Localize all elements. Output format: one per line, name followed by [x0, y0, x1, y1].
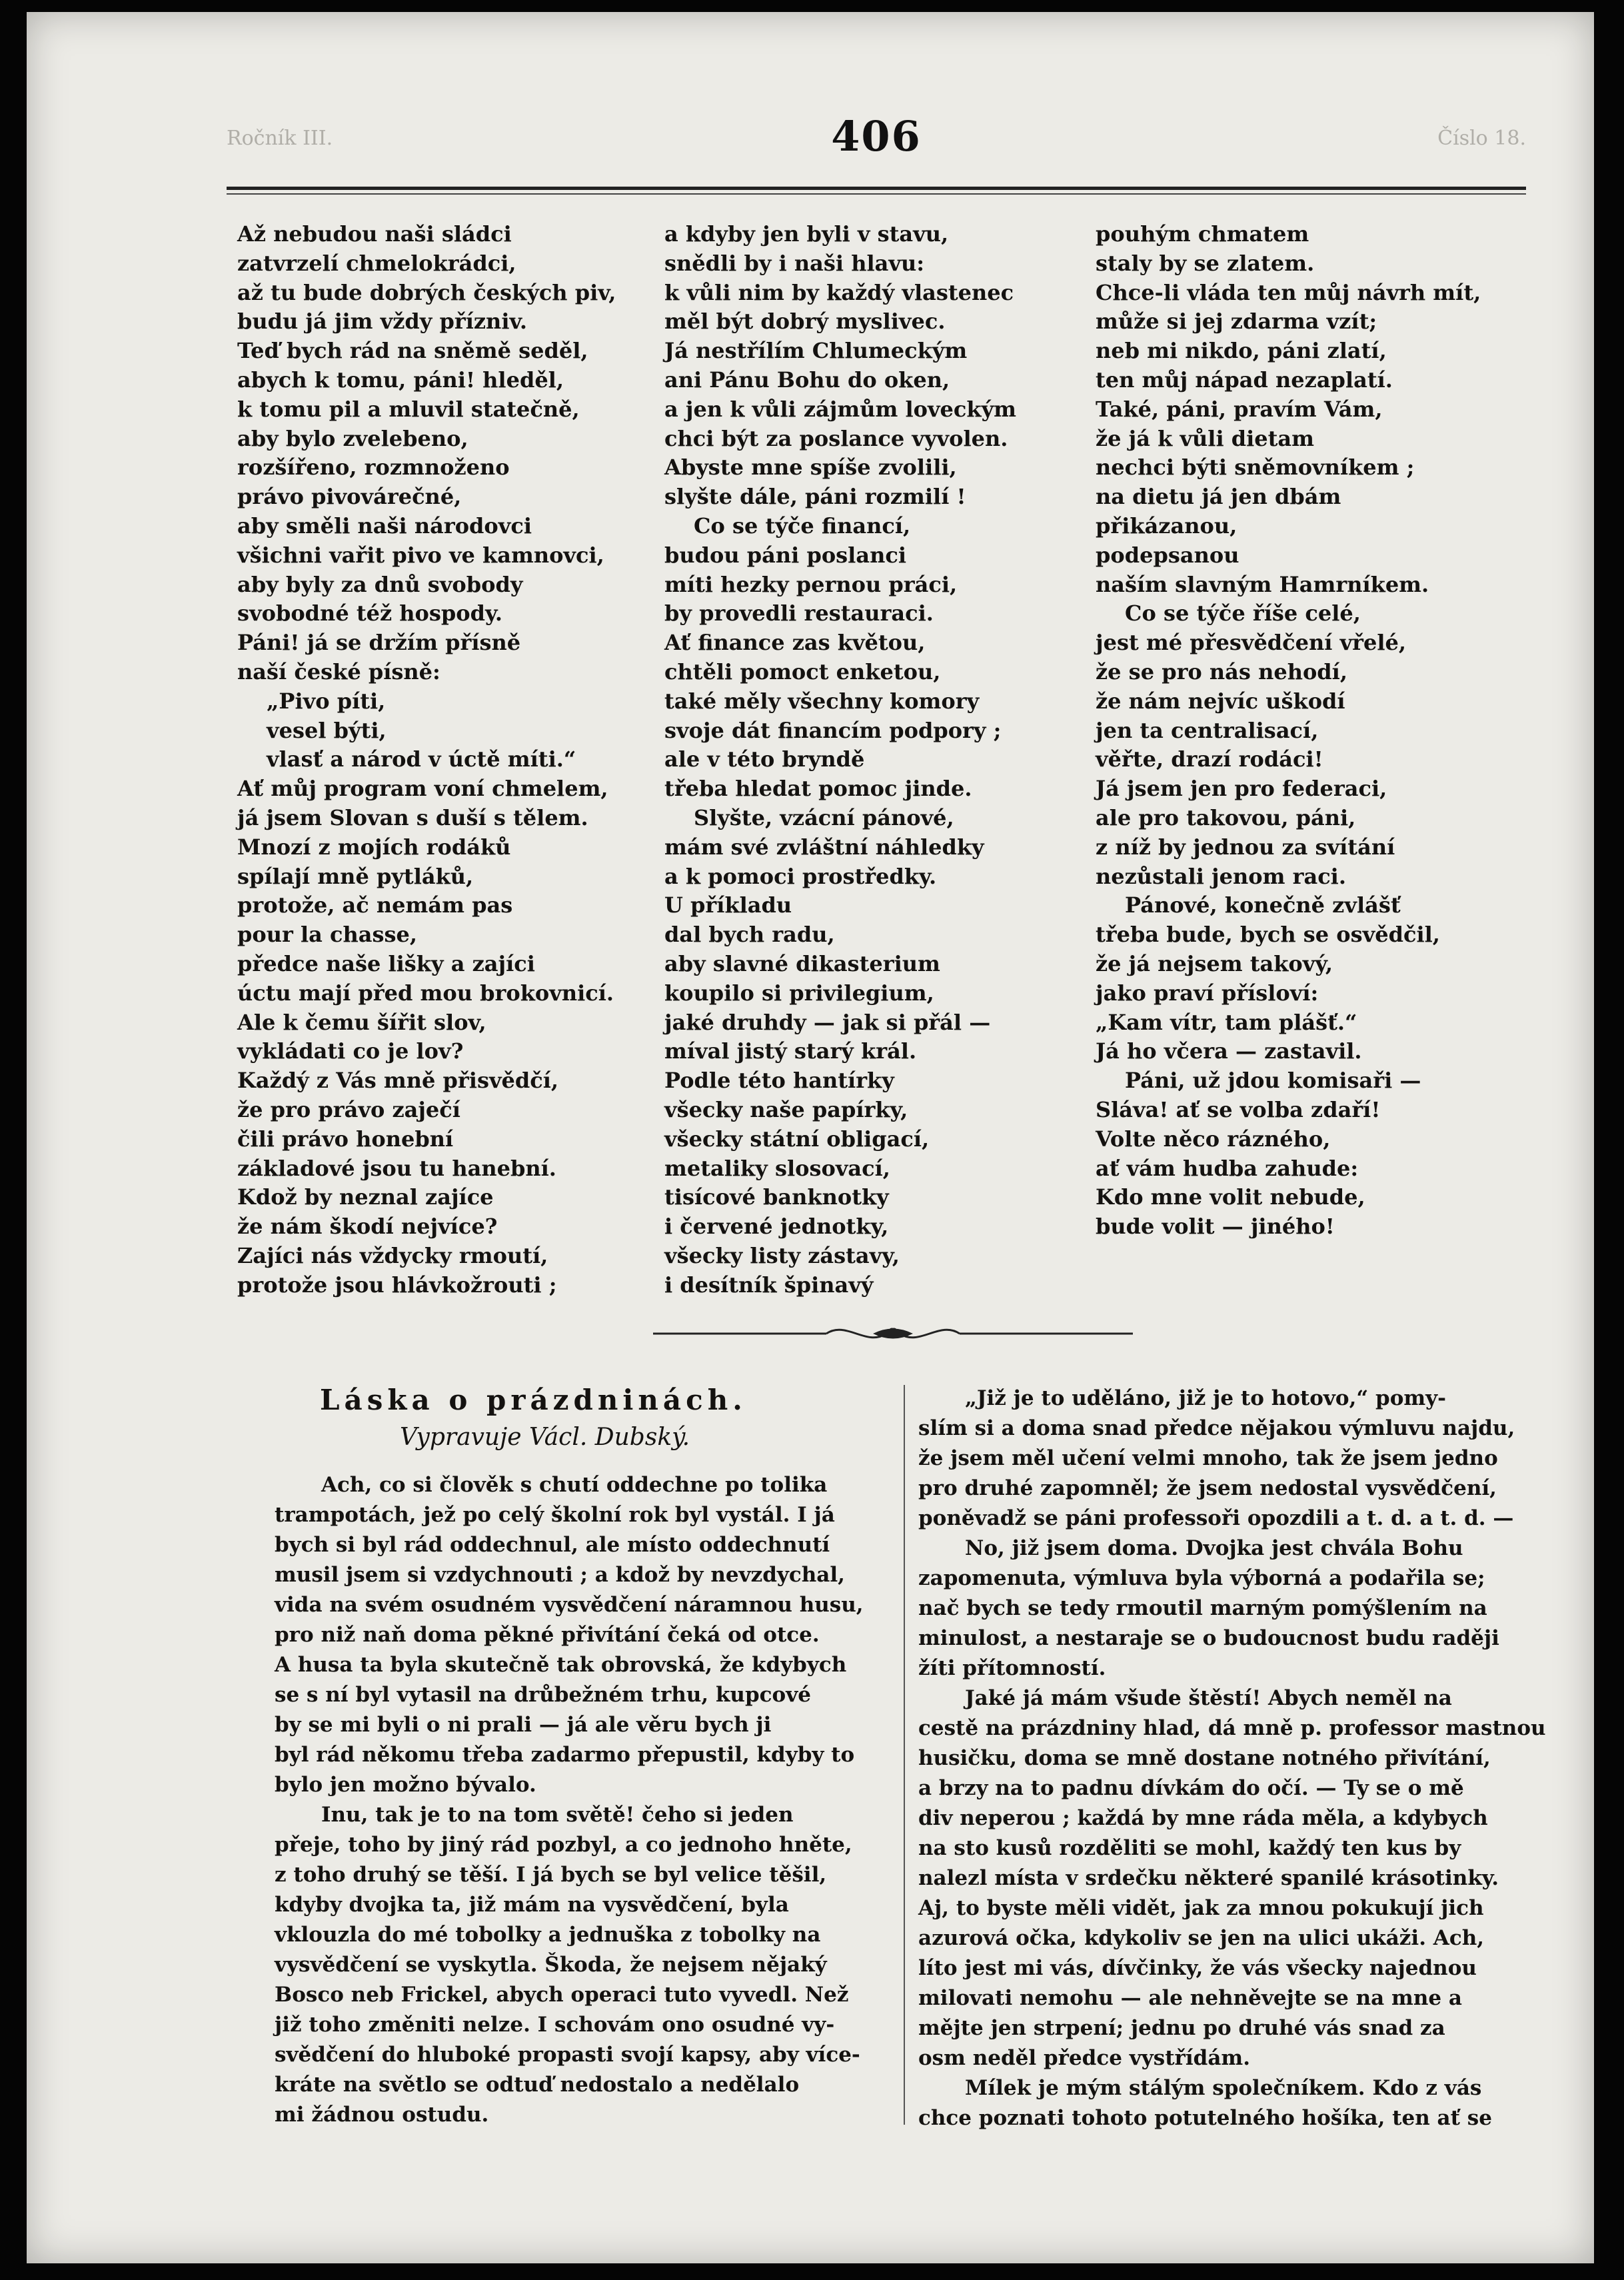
text-line: že já nejsem takový,	[1096, 950, 1333, 976]
text-line: poněvadž se páni professoři opozdili a t. d. a t. d. —	[918, 1506, 1514, 1530]
text-line: Každý z Vás mně přisvědčí,	[237, 1068, 559, 1094]
text-line: čili právo honební	[237, 1126, 454, 1152]
text-line: div neperou ; každá by mne ráda měla, a kdybych	[918, 1806, 1488, 1830]
text-line: protože, ač nemám pas	[237, 892, 513, 918]
text-line: Sláva! ať se volba zdaří!	[1096, 1096, 1381, 1122]
text-line: ale v této bryndě	[664, 746, 865, 772]
text-line: chce poznati tohoto potutelného hošíka, ten ať se	[918, 2106, 1492, 2130]
text-line: mi žádnou ostudu.	[275, 2103, 489, 2127]
text-line: cestě na prázdniny hlad, dá mně p. professor mastnou	[918, 1716, 1546, 1740]
text-line: Jaké já mám všude štěstí! Abych neměl na	[965, 1686, 1452, 1710]
text-line: i červené jednotky,	[664, 1214, 889, 1240]
text-line: jako praví přísloví:	[1096, 980, 1319, 1006]
text-line: zatvrzelí chmelokrádci,	[237, 250, 516, 276]
text-line: dal bych radu,	[664, 922, 835, 948]
text-line: by se mi byli o ni prali — já ale věru bych ji	[275, 1713, 772, 1737]
text-line: ani Pánu Bohu do oken,	[664, 367, 950, 393]
text-line: míti hezky pernou práci,	[664, 571, 958, 597]
text-line: svědčení do hluboké propasti svojí kapsy, aby více-	[275, 2043, 860, 2067]
text-line: a jen k vůli zájmům loveckým	[664, 396, 1017, 422]
text-line: neb mi nikdo, páni zlatí,	[1096, 338, 1387, 364]
text-line: Páni, už jdou komisaři —	[1125, 1068, 1421, 1094]
text-line: jest mé přesvědčení vřelé,	[1096, 630, 1407, 656]
text-line: spílají mně pytláků,	[237, 863, 474, 889]
text-line: také měly všechny komory	[664, 688, 980, 714]
text-line: až tu bude dobrých českých piv,	[237, 279, 616, 305]
text-line: všichni vařit pivo ve kamnovci,	[237, 542, 604, 568]
text-line: Ať finance zas květou,	[664, 630, 926, 656]
text-line: Kdož by neznal zajíce	[237, 1184, 494, 1210]
text-line: že jsem měl učení velmi mnoho, tak že jsem jedno	[918, 1446, 1498, 1470]
text-line: aby bylo zvelebeno,	[237, 425, 468, 451]
text-line: ale pro takovou, páni,	[1096, 804, 1356, 830]
text-line: bych si byl rád oddechnul, ale místo oddechnutí	[275, 1533, 830, 1557]
text-line: všecky listy zástavy,	[664, 1242, 900, 1268]
text-line: žíti přítomností.	[918, 1656, 1106, 1680]
text-line: Slyšte, vzácní pánové,	[694, 804, 954, 830]
text-line: pro niž naň doma pěkné přivítání čeká od otce.	[275, 1623, 820, 1647]
text-line: Inu, tak je to na tom světě! čeho si jeden	[321, 1803, 794, 1827]
text-line: by provedli restauraci.	[664, 600, 934, 626]
text-line: bude volit — jiného!	[1096, 1214, 1335, 1240]
header-rule	[227, 187, 1526, 190]
text-line: kráte na světlo se odtuď nedostalo a nedělalo	[275, 2073, 800, 2097]
text-line: husičku, doma se mně dostane notného přivítání,	[918, 1746, 1491, 1770]
text-line: předce naše lišky a zajíci	[237, 950, 535, 976]
text-line: Volte něco rázného,	[1096, 1126, 1331, 1152]
text-line: Pánové, konečně zvlášť	[1125, 892, 1401, 918]
text-line: mějte jen strpení; jednu po druhé vás snad za	[918, 2016, 1445, 2040]
text-line: pour la chasse,	[237, 922, 418, 948]
text-line: metaliky slosovací,	[664, 1155, 890, 1181]
text-line: třeba bude, bych se osvědčil,	[1096, 922, 1440, 948]
text-line: Kdo mne volit nebude,	[1096, 1184, 1365, 1210]
volume-label: Ročník III.	[227, 127, 333, 150]
poem-column-1	[237, 220, 616, 1300]
text-line: tisícové banknotky	[664, 1184, 889, 1210]
text-line: již toho změniti nelze. I schovám ono osudné vy-	[275, 2013, 835, 2037]
text-line: chci být za poslance vyvolen.	[664, 425, 1008, 451]
newspaper-page	[27, 12, 1594, 2263]
text-line: mám své zvláštní náhledky	[664, 834, 984, 860]
text-line: budou páni poslanci	[664, 542, 906, 568]
text-line: slím si a doma snad předce nějakou výmluvu najdu,	[918, 1416, 1515, 1440]
text-line: protože jsou hlávkožrouti ;	[237, 1272, 557, 1298]
text-line: ten můj nápad nezaplatí.	[1096, 367, 1393, 393]
text-line: U příkladu	[664, 892, 792, 918]
text-line: Mílek je mým stálým společníkem. Kdo z vás	[965, 2076, 1482, 2100]
text-line: byl rád někomu třeba zadarmo přepustil, kdyby to	[275, 1743, 855, 1767]
text-line: se s ní byl vytasil na drůbežném trhu, kupcové	[275, 1683, 811, 1707]
text-line: úctu mají před mou brokovnicí.	[237, 980, 614, 1006]
text-line: že se pro nás nehodí,	[1096, 658, 1347, 684]
text-line: „Pivo píti,	[267, 688, 386, 714]
text-line: měl být dobrý myslivec.	[664, 309, 946, 335]
text-line: ať vám hudba zahude:	[1096, 1155, 1359, 1181]
poem-column-3	[1096, 220, 1481, 1242]
text-line: Ale k čemu šířit slov,	[237, 1009, 486, 1035]
text-line: aby byly za dnů svobody	[237, 571, 523, 597]
poem-column-2	[664, 220, 1016, 1300]
text-line: všecky naše papírky,	[664, 1096, 908, 1122]
text-line: Co se týče financí,	[694, 513, 911, 539]
text-line: Co se týče říše celé,	[1125, 600, 1361, 626]
text-line: milovati nemohu — ale nehněvejte se na mne a	[918, 1986, 1462, 2010]
text-line: a brzy na to padnu dívkám do očí. — Ty se o mě	[918, 1776, 1464, 1800]
ornament-divider	[653, 1317, 1133, 1350]
text-line: Mnozí z mojích rodáků	[237, 834, 511, 860]
text-line: „Již je to uděláno, již je to hotovo,“ pomy-	[965, 1386, 1447, 1410]
story-column-2	[918, 1384, 1546, 2133]
column-rule	[904, 1385, 905, 2125]
text-line: zapomenuta, výmluva byla výborná a podařila se;	[918, 1566, 1485, 1590]
header-rule-thin	[227, 193, 1526, 195]
text-line: může si jej zdarma vzít;	[1096, 309, 1377, 335]
text-line: Zajíci nás vždycky rmoutí,	[237, 1242, 548, 1268]
text-line: Páni! já se držím přísně	[237, 630, 521, 656]
text-line: Já jsem jen pro federaci,	[1096, 776, 1387, 802]
text-line: že já k vůli dietam	[1096, 425, 1315, 451]
text-line: pro druhé zapomněl; že jsem nedostal vysvědčení,	[918, 1476, 1497, 1500]
text-line: kdyby dvojka ta, již mám na vysvědčení, byla	[275, 1893, 789, 1917]
text-line: musil jsem si vzdychnouti ; a kdož by nevzdychal,	[275, 1563, 845, 1587]
text-line: azurová očka, kdykoliv se jen na ulici ukáži. Ach,	[918, 1926, 1485, 1950]
text-line: Bosco neb Frickel, abych operaci tuto vyvedl. Než	[275, 1983, 849, 2007]
text-line: třeba hledat pomoc jinde.	[664, 776, 972, 802]
text-line: chtěli pomoct enketou,	[664, 658, 941, 684]
text-line: osm neděl předce vystřídám.	[918, 2046, 1251, 2070]
text-line: k vůli nim by každý vlastenec	[664, 279, 1014, 305]
text-line: k tomu pil a mluvil statečně,	[237, 396, 580, 422]
text-line: Teď bych rád na sněmě seděl,	[237, 338, 588, 364]
text-line: naší české písně:	[237, 658, 440, 684]
text-line: míval jistý starý král.	[664, 1038, 917, 1064]
text-line: vida na svém osudném vysvědčení náramnou husu,	[275, 1593, 864, 1617]
text-line: Chce-li vláda ten můj návrh mít,	[1096, 279, 1481, 305]
text-line: Také, páni, pravím Vám,	[1096, 396, 1383, 422]
story-title: Láska o prázdninách.	[320, 1384, 747, 1416]
text-line: vesel býti,	[267, 717, 387, 743]
text-line: podepsanou	[1096, 542, 1239, 568]
text-line: Až nebudou naši sládci	[237, 221, 512, 247]
text-line: minulost, a nestaraje se o budoucnost budu raději	[918, 1626, 1499, 1650]
text-line: základové jsou tu hanební.	[237, 1155, 556, 1181]
text-line: že pro právo zaječí	[237, 1096, 460, 1122]
story-column-1	[275, 1470, 864, 2130]
text-line: Já ho včera — zastavil.	[1096, 1038, 1362, 1064]
text-line: i desítník špinavý	[664, 1272, 874, 1298]
text-line: všecky státní obligací,	[664, 1126, 930, 1152]
text-line: koupilo si privilegium,	[664, 980, 934, 1006]
text-line: nač bych se tedy rmoutil marným pomýšlením na	[918, 1596, 1487, 1620]
page-number: 406	[831, 112, 922, 161]
text-line: rozšířeno, rozmnoženo	[237, 455, 510, 481]
text-line: jen ta centralisací,	[1096, 717, 1319, 743]
text-line: aby slavné dikasterium	[664, 950, 940, 976]
text-line: aby směli naši národovci	[237, 513, 532, 539]
text-line: naším slavným Hamrníkem.	[1096, 571, 1429, 597]
text-line: budu já jim vždy přízniv.	[237, 309, 527, 335]
text-line: jaké druhdy — jak si přál —	[664, 1009, 991, 1035]
text-line: z níž by jednou za svítání	[1096, 834, 1395, 860]
text-line: že nám škodí nejvíce?	[237, 1214, 498, 1240]
text-line: nechci býti sněmovníkem ;	[1096, 455, 1415, 481]
text-line: že nám nejvíc uškodí	[1096, 688, 1345, 714]
text-line: staly by se zlatem.	[1096, 250, 1315, 276]
text-line: vykládati co je lov?	[237, 1038, 464, 1064]
text-line: nezůstali jenom raci.	[1096, 863, 1346, 889]
text-line: právo pivovárečné,	[237, 484, 462, 510]
text-line: pouhým chmatem	[1096, 221, 1309, 247]
text-line: na sto kusů rozděliti se mohl, každý ten kus by	[918, 1836, 1461, 1860]
text-line: bylo jen možno bývalo.	[275, 1773, 536, 1797]
text-line: Podle této hantírky	[664, 1068, 894, 1094]
text-line: líto jest mi vás, dívčinky, že vás všecky najednou	[918, 1956, 1477, 1980]
text-line: svobodné též hospody.	[237, 600, 503, 626]
text-line: vlasť a národ v úctě míti.“	[267, 746, 576, 772]
text-line: věřte, drazí rodáci!	[1096, 746, 1323, 772]
text-line: a k pomoci prostředky.	[664, 863, 937, 889]
page-header	[227, 112, 1526, 185]
text-line: No, již jsem doma. Dvojka jest chvála Bohu	[965, 1536, 1463, 1560]
text-line: A husa ta byla skutečně tak obrovská, že kdybych	[275, 1653, 847, 1677]
text-line: přikázanou,	[1096, 513, 1237, 539]
text-line: Abyste mne spíše zvolili,	[664, 455, 957, 481]
text-line: Ach, co si člověk s chutí oddechne po tolika	[321, 1473, 828, 1497]
text-line: a kdyby jen byli v stavu,	[664, 221, 949, 247]
text-line: nalezl místa v srdečku některé spanilé krásotinky.	[918, 1866, 1499, 1890]
text-line: svoje dát financím podpory ;	[664, 717, 1002, 743]
text-line: já jsem Slovan s duší s tělem.	[237, 804, 588, 830]
text-line: na dietu já jen dbám	[1096, 484, 1341, 510]
text-line: trampotách, jež po celý školní rok byl vystál. I já	[275, 1503, 835, 1527]
text-line: vklouzla do mé tobolky a jednuška z tobolky na	[275, 1923, 821, 1947]
text-line: Já nestřílím Chlumeckým	[664, 338, 968, 364]
text-line: přeje, toho by jiný rád pozbyl, a co jednoho hněte,	[275, 1833, 852, 1857]
text-line: snědli by i naši hlavu:	[664, 250, 925, 276]
text-line: „Kam vítr, tam plášť.“	[1096, 1009, 1357, 1035]
text-line: vysvědčení se vyskytla. Škoda, že nejsem nějaký	[275, 1953, 827, 1977]
text-line: abych k tomu, páni! hleděl,	[237, 367, 564, 393]
story-author: Vypravuje Václ. Dubský.	[400, 1424, 690, 1451]
text-line: z toho druhý se těší. I já bych se byl velice těšil,	[275, 1863, 827, 1887]
text-line: Aj, to byste měli vidět, jak za mnou pokukují jich	[918, 1896, 1484, 1920]
issue-label: Číslo 18.	[1437, 127, 1526, 150]
text-line: Ať můj program voní chmelem,	[237, 776, 608, 802]
text-line: slyšte dále, páni rozmilí !	[664, 484, 966, 510]
